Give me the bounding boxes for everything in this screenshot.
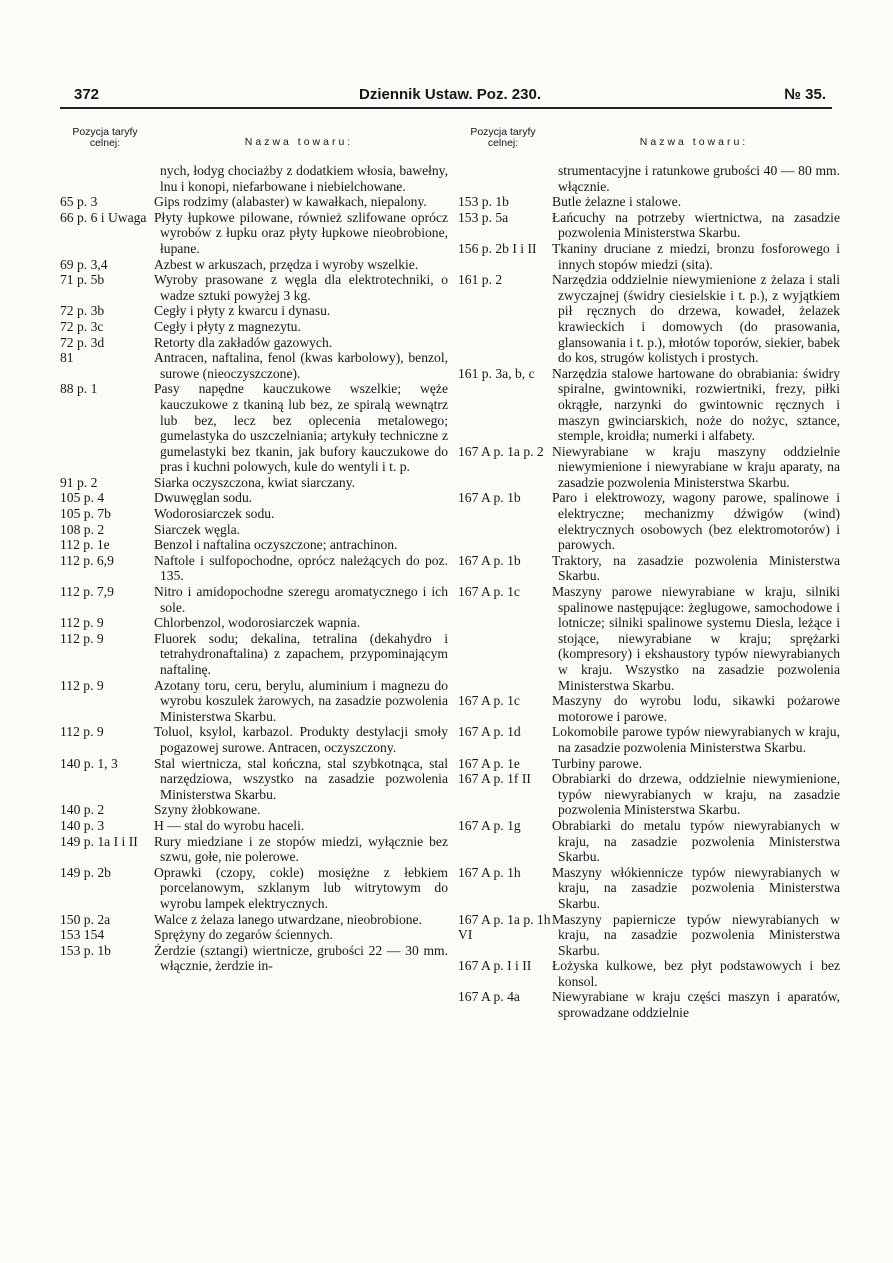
tariff-entry (458, 958, 840, 989)
tariff-code: 153 p. 1b (458, 194, 509, 210)
tariff-code: 167 A p. 1a p. 2 (458, 443, 544, 459)
goods-description: Dwuwęglan sodu. (154, 490, 253, 506)
goods-description: Retorty dla zakładów gazowych. (154, 334, 333, 350)
tariff-entry (458, 584, 840, 693)
goods-description: Lokomobile parowe typów niewyrabianych w kraju, na zasadzie pozwolenia Ministerstwa Skarbu. (552, 724, 840, 755)
tariff-entry (458, 366, 840, 444)
tariff-code: 167 A p. 1g (458, 817, 521, 833)
position-heading: Pozycja taryfy celnej: (72, 126, 138, 149)
issue-number: № 35. (784, 86, 826, 103)
tariff-code: 156 p. 2b I i II (458, 240, 537, 256)
tariff-code: 149 p. 1a I i II (60, 833, 138, 849)
tariff-code: 91 p. 2 (60, 474, 98, 490)
goods-description: Łożyska kulkowe, bez płyt podstawowych i bez konsol. (552, 958, 840, 989)
goods-description: Gips rodzimy (alabaster) w kawałkach, niepalony. (154, 194, 427, 210)
tariff-code: 66 p. 6 i Uwaga (60, 209, 147, 225)
goods-description: nych, łodyg chociażby z dodatkiem włosia, bawełny, lnu i konopi, niefarbowane i niebielchowane. (160, 163, 448, 194)
tariff-entry (60, 818, 448, 834)
goods-description: strumentacyjne i ratunkowe grubości 40 — 80 mm. włącznie. (558, 163, 840, 194)
goods-description: Wyroby prasowane z węgla dla elektrotechniki, o wadze sztuki powyżej 3 kg. (154, 272, 448, 303)
goods-description: Łańcuchy na potrzeby wiertnictwa, na zasadzie pozwolenia Ministerstwa Skarbu. (552, 209, 840, 241)
tariff-code: 105 p. 4 (60, 490, 105, 506)
tariff-code: 112 p. 9 (60, 630, 104, 646)
tariff-entry (60, 615, 448, 631)
tariff-entry (60, 303, 448, 319)
goods-description: Benzol i naftalina oczyszczone; antrachinon. (154, 537, 398, 553)
goods-description: Azbest w arkuszach, przędza i wyroby wszelkie. (154, 256, 419, 272)
goods-description: Maszyny parowe niewyrabiane w kraju, silniki spalinowe następujące: żeglugowe, samochodowe i lotnicze; silniki spalinowe systemu Diesla, leżące i stojące, niewyrabiane w kraju; sprężarki (kompresory) i ekshaustory typów niewyrabianych w kraju. Wszystko na zasadzie pozwolenia Ministerstwa Skarbu. (552, 584, 840, 693)
goods-description: Traktory, na zasadzie pozwolenia Ministerstwa Skarbu. (552, 552, 840, 584)
left-column (60, 127, 448, 974)
goods-description: Siarka oczyszczona, kwiat siarczany. (154, 474, 356, 490)
goods-description: Siarczek węgla. (154, 521, 241, 537)
goods-description: H — stal do wyrobu haceli. (154, 817, 305, 833)
tariff-entry (458, 756, 840, 772)
tariff-code: 167 A p. 1h (458, 864, 521, 880)
tariff-entry (458, 241, 840, 272)
goods-description: Niewyrabiane w kraju części maszyn i aparatów, sprowadzane oddzielnie (552, 989, 840, 1021)
tariff-code: 153 p. 5a (458, 209, 509, 225)
goods-description: Wodorosiarczek sodu. (154, 506, 275, 522)
tariff-code: 150 p. 2a (60, 911, 111, 927)
tariff-entry (458, 771, 840, 818)
tariff-code: 71 p. 5b (60, 272, 105, 288)
name-heading: Nazwa towaru: (244, 136, 354, 148)
page-header (74, 86, 826, 108)
tariff-code: 153 154 (60, 927, 105, 943)
left-column-heading (60, 127, 448, 163)
tariff-entry (458, 210, 840, 241)
goods-description: Stal wiertnicza, stal kończna, stal szybkotnąca, stal narzędziowa, wszystko na zasadzie pozwolenia Ministerstwa Skarbu. (154, 755, 448, 802)
tariff-entry (60, 490, 448, 506)
tariff-entry (60, 350, 448, 381)
tariff-entry (60, 678, 448, 725)
name-heading: Nazwa towaru: (639, 136, 749, 148)
goods-description: Nitro i amidopochodne szeregu aromatycznego i ich sole. (154, 584, 448, 615)
tariff-entry (60, 834, 448, 865)
tariff-entry (60, 163, 448, 194)
tariff-code: 167 A p. 1c (458, 584, 520, 600)
tariff-entry (60, 272, 448, 303)
tariff-code: 112 p. 1e (60, 537, 110, 553)
goods-description: Niewyrabiane w kraju maszyny oddzielnie niewymienione i niewyrabiane w kraju aparaty, na zasadzie pozwolenia Ministerstwa Skarbu. (552, 443, 840, 490)
tariff-entry (60, 475, 448, 491)
goods-description: Narzędzia oddzielnie niewymienione z żelaza i stali zwyczajnej (świdry ciesielskie i t. p.), z wyjątkiem pił ręcznych do drzewa, kowadeł, żelazek krawieckich i domowych (do prasowania, glansowania i t. p.), młotów toporów, siekier, babek do kos, strugów kolistych i prostych. (552, 272, 840, 366)
header-rule (60, 107, 832, 109)
goods-description: Cegły i płyty z magnezytu. (154, 318, 301, 334)
tariff-entry (60, 319, 448, 335)
tariff-code: 149 p. 2b (60, 864, 111, 880)
tariff-code: 167 A p. 1a p. 1h VI (458, 911, 551, 943)
goods-description: Maszyny do wyrobu lodu, sikawki pożarowe motorowe i parowe. (552, 693, 840, 724)
tariff-code: 167 A p. I i II (458, 958, 532, 974)
tariff-entry (458, 163, 840, 194)
goods-description: Tkaniny druciane z miedzi, bronzu fosforowego i innych stopów miedzi (sita). (552, 240, 840, 272)
tariff-entry (60, 584, 448, 615)
goods-description: Toluol, ksylol, karbazol. Produkty destylacji smoły pogazowej surowe. Antracen, oczyszczony. (154, 724, 448, 755)
tariff-entry (60, 537, 448, 553)
tariff-entry (458, 272, 840, 366)
right-column (458, 127, 840, 1021)
goods-description: Maszyny włókiennicze typów niewyrabianych w kraju, na zasadzie pozwolenia Ministerstwa Skarbu. (552, 864, 840, 911)
tariff-code: 167 A p. 1b (458, 552, 521, 568)
goods-description: Azotany toru, ceru, berylu, aluminium i magnezu do wyrobu koszulek żarowych, na zasadzie pozwolenia Ministerstwa Skarbu. (154, 677, 448, 724)
tariff-code: 112 p. 6,9 (60, 552, 114, 568)
tariff-code: 140 p. 3 (60, 817, 105, 833)
tariff-code: 161 p. 2 (458, 272, 503, 288)
tariff-code: 167 A p. 1d (458, 724, 521, 740)
goods-description: Fluorek sodu; dekalina, tetralina (dekahydro i tetrahydronaftalina) z zapachem, przypominającym naftalinę. (154, 630, 448, 677)
tariff-code: 167 A p. 1e (458, 755, 520, 771)
tariff-entry (60, 802, 448, 818)
goods-description: Żerdzie (sztangi) wiertnicze, grubości 22 — 30 mm. włącznie, żerdzie in- (154, 942, 448, 974)
tariff-entry (458, 989, 840, 1020)
tariff-code: 81 (60, 350, 74, 366)
goods-description: Sprężyny do zegarów ściennych. (154, 927, 333, 943)
journal-title: Dziennik Ustaw. Poz. 230. (359, 86, 541, 103)
left-entry-list (60, 163, 448, 974)
tariff-entry (60, 210, 448, 257)
tariff-code: 88 p. 1 (60, 381, 98, 397)
tariff-code: 167 A p. 1b (458, 490, 521, 506)
tariff-code: 112 p. 7,9 (60, 584, 114, 600)
goods-description: Pasy napędne kauczukowe wszelkie; węże kauczukowe z tkaniną lub bez, ze spiralą wewnątrz lub bez, lecz bez oplecenia metalowego; gumelastyka do uszczelniania; artykuły techniczne z gumelastyki bez tkanin, jak bufory kauczukowe do pras i kuchni polowych, kule do wentyli i t. p. (154, 381, 448, 475)
tariff-entry (458, 865, 840, 912)
tariff-entry (60, 631, 448, 678)
tariff-code: 167 A p. 4a (458, 989, 520, 1005)
tariff-code: 72 p. 3c (60, 318, 104, 334)
goods-description: Płyty łupkowe pilowane, również szlifowane oprócz wyrobów z łupku oraz płyty łupkowe nieobrobione, łupane. (154, 209, 448, 256)
position-heading: Pozycja taryfy celnej: (470, 126, 536, 149)
tariff-code: 112 p. 9 (60, 677, 104, 693)
goods-description: Narzędzia stalowe hartowane do obrabiania: świdry spiralne, gwintowniki, rozwiertniki, frezy, piłki okrągłe, narzynki do gwintownic ręcznych i maszyn gwinciarskich, noże do nożyc, sztance, stemple, kroidła; numerki i alfabety. (552, 365, 840, 444)
tariff-code: 153 p. 1b (60, 942, 111, 958)
goods-description: Oprawki (czopy, cokle) mosiężne z łebkiem porcelanowym, szklanym lub witrytowym do wyrobu lampek elektrycznych. (154, 864, 448, 911)
tariff-code: 140 p. 2 (60, 802, 105, 818)
goods-description: Butle żelazne i stalowe. (552, 194, 682, 210)
tariff-entry (60, 943, 448, 974)
tariff-entry (458, 194, 840, 210)
tariff-entry (458, 693, 840, 724)
goods-description: Maszyny papiernicze typów niewyrabianych w kraju, na zasadzie pozwolenia Ministerstwa Skarbu. (552, 911, 840, 958)
goods-description: Rury miedziane i ze stopów miedzi, wyłącznie bez szwu, gołe, nie polerowe. (154, 833, 448, 865)
tariff-entry (458, 818, 840, 865)
goods-description: Turbiny parowe. (552, 755, 643, 771)
tariff-code: 69 p. 3,4 (60, 256, 108, 272)
goods-description: Obrabiarki do metalu typów niewyrabianych w kraju, na zasadzie pozwolenia Ministerstwa Skarbu. (552, 817, 840, 865)
tariff-entry (60, 927, 448, 943)
tariff-entry (60, 194, 448, 210)
tariff-code: 72 p. 3d (60, 334, 105, 350)
goods-description: Szyny żłobkowane. (154, 802, 261, 818)
tariff-code: 112 p. 9 (60, 724, 104, 740)
tariff-entry (60, 257, 448, 273)
tariff-code: 161 p. 3a, b, c (458, 365, 535, 381)
tariff-entry (60, 912, 448, 928)
goods-description: Chlorbenzol, wodorosiarczek wapnia. (154, 615, 361, 631)
tariff-code: 105 p. 7b (60, 506, 111, 522)
tariff-entry (458, 912, 840, 959)
goods-description: Obrabiarki do drzewa, oddzielnie niewymienione, typów niewyrabianych w kraju, na zasadzie pozwolenia Ministerstwa Skarbu. (552, 771, 840, 818)
tariff-code: 167 A p. 1f II (458, 771, 531, 787)
tariff-code: 72 p. 3b (60, 303, 105, 319)
goods-description: Paro i elektrowozy, wagony parowe, spalinowe i elektryczne; mechanizmy dźwigów (wind) elektrycznych osobowych (bez elektromotorów) i parowych. (552, 490, 840, 553)
tariff-entry (60, 335, 448, 351)
goods-description: Antracen, naftalina, fenol (kwas karbolowy), benzol, surowe (nieoczyszczone). (154, 350, 448, 381)
right-column-heading (458, 127, 840, 163)
goods-description: Naftole i sulfopochodne, oprócz należących do poz. 135. (154, 552, 448, 584)
tariff-code: 112 p. 9 (60, 615, 104, 631)
tariff-entry (60, 506, 448, 522)
tariff-entry (458, 444, 840, 491)
tariff-entry (60, 553, 448, 584)
goods-description: Walce z żelaza lanego utwardzane, nieobrobione. (154, 911, 422, 927)
page-number: 372 (74, 86, 100, 103)
goods-description: Cegły i płyty z kwarcu i dynasu. (154, 303, 331, 319)
tariff-entry (458, 724, 840, 755)
tariff-entry (60, 522, 448, 538)
tariff-entry (60, 865, 448, 912)
tariff-entry (458, 553, 840, 584)
tariff-entry (60, 381, 448, 475)
tariff-code: 108 p. 2 (60, 521, 105, 537)
right-entry-list (458, 163, 840, 1021)
tariff-entry (60, 756, 448, 803)
tariff-code: 167 A p. 1c (458, 693, 520, 709)
tariff-code: 140 p. 1, 3 (60, 755, 118, 771)
tariff-code: 65 p. 3 (60, 194, 98, 210)
tariff-entry (60, 724, 448, 755)
tariff-entry (458, 490, 840, 552)
